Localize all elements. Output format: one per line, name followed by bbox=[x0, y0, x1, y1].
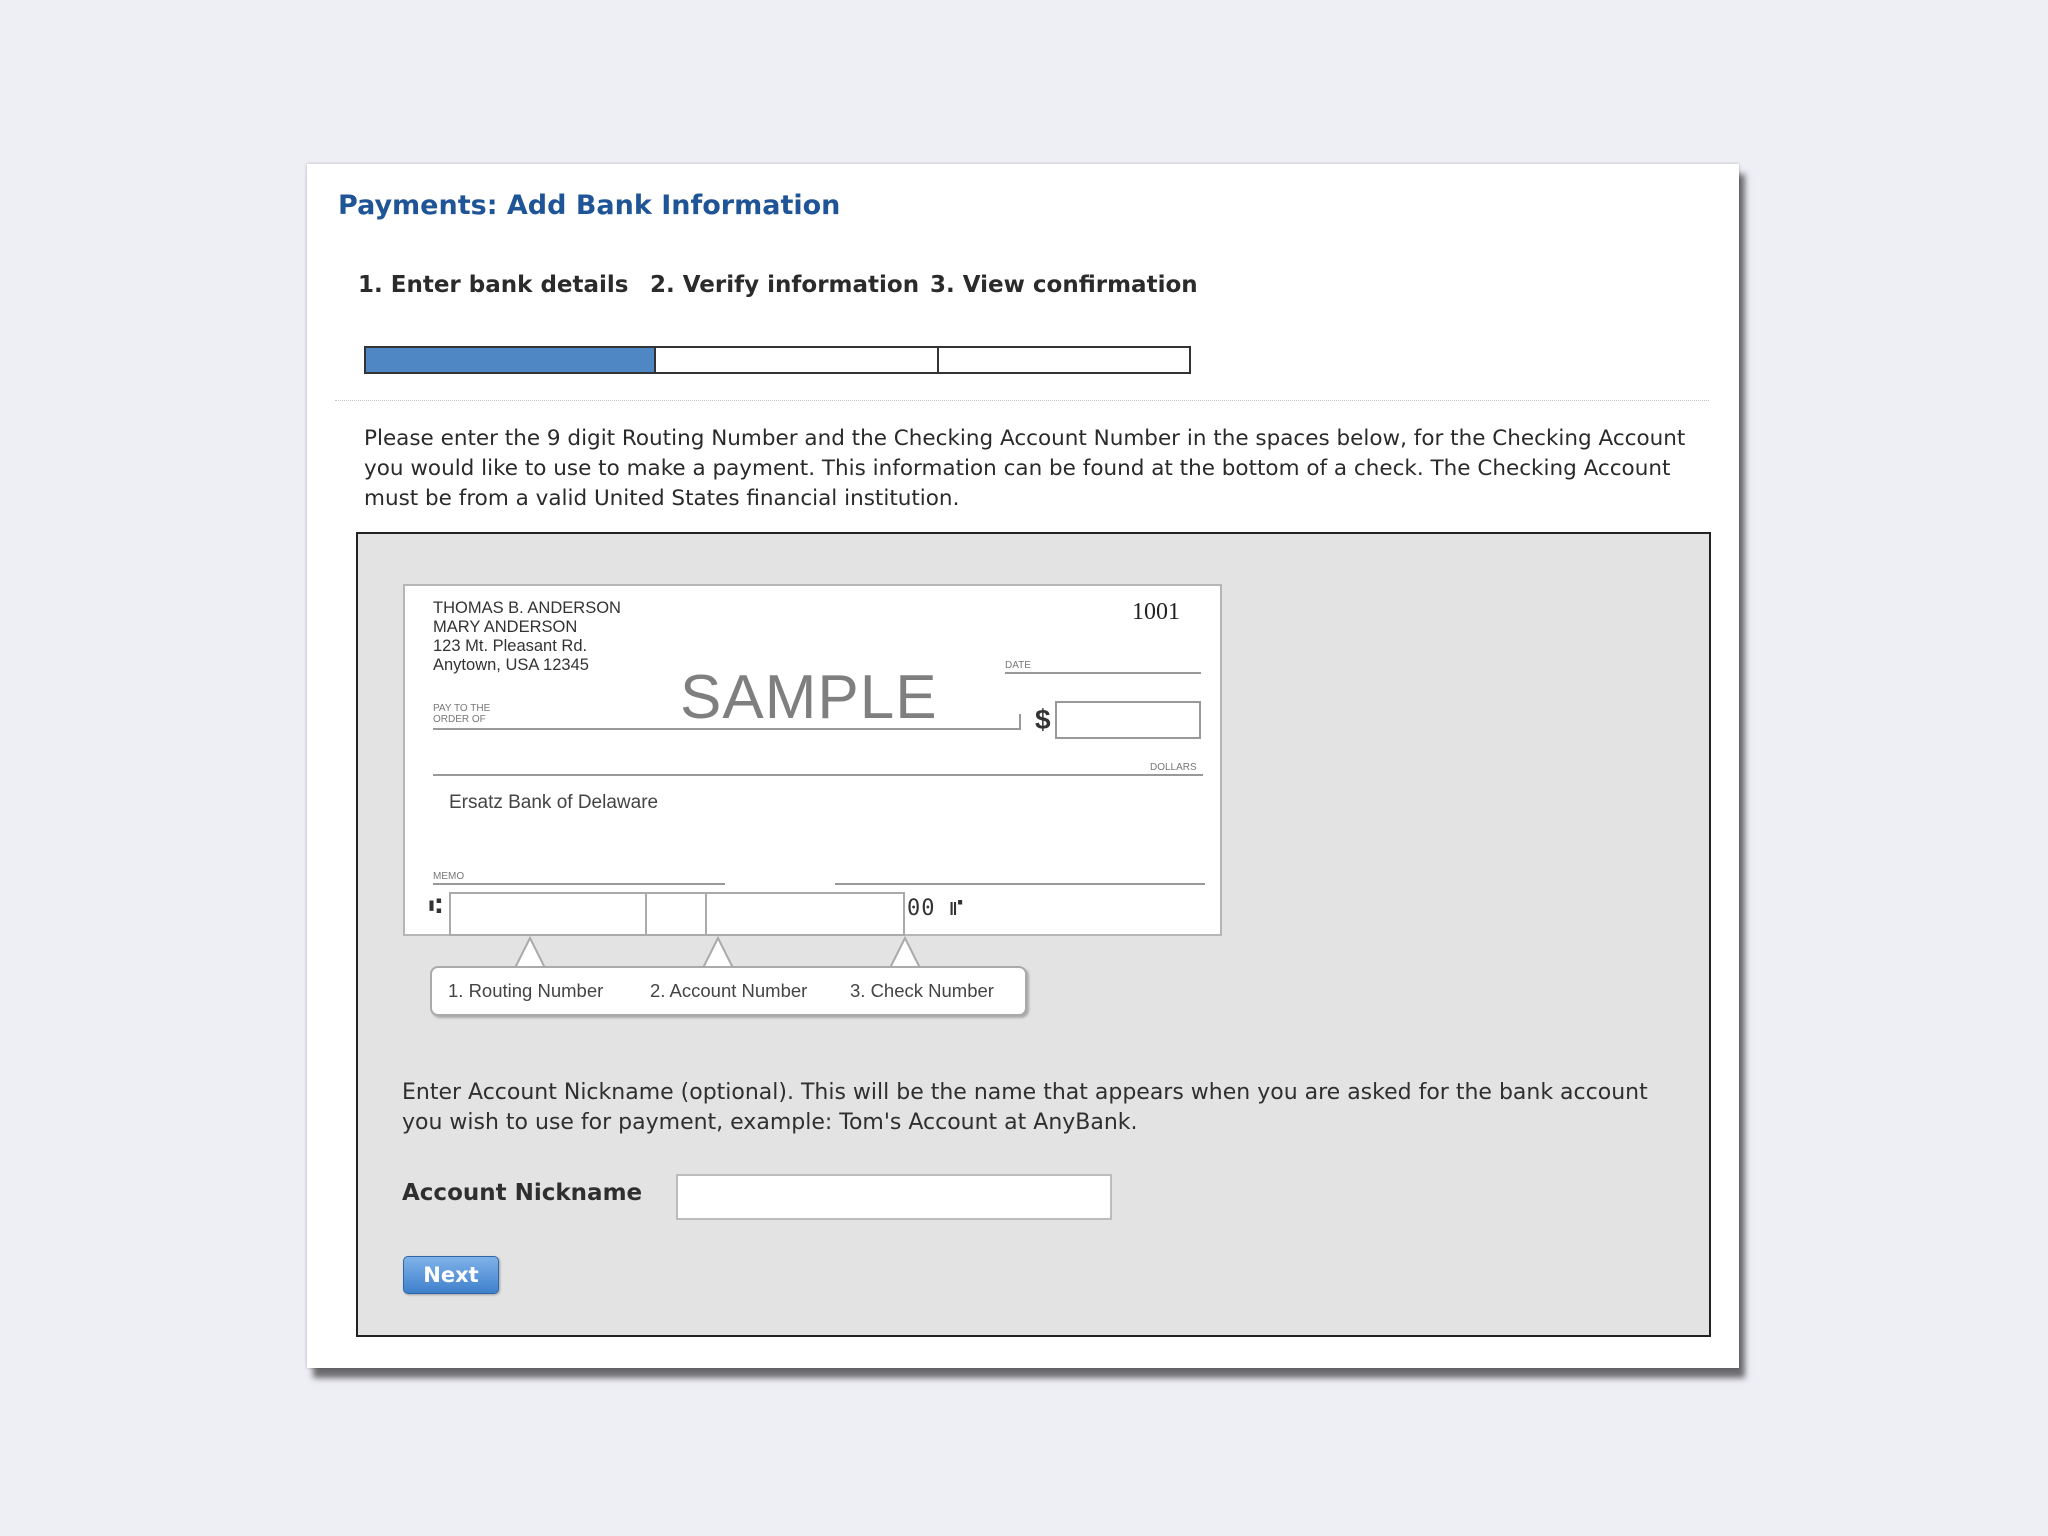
check-memo-line bbox=[433, 883, 725, 885]
check-number: 1001 bbox=[1132, 599, 1180, 625]
check-amount-box bbox=[1055, 701, 1201, 739]
nickname-description: Enter Account Nickname (optional). This will be the name that appears when you are asked for the bank account you wish to use for payment, example: Tom's Account at AnyBank. bbox=[402, 1080, 1648, 1135]
check-number-pointer bbox=[888, 937, 922, 968]
check-signature-line bbox=[835, 883, 1205, 885]
step-enter-bank-details: 1. Enter bank details bbox=[358, 272, 629, 298]
routing-number-pointer bbox=[513, 937, 547, 968]
payment-form-card bbox=[307, 164, 1739, 1368]
micr-account-box bbox=[705, 892, 905, 936]
check-owner-line-4: Anytown, USA 12345 bbox=[433, 656, 589, 674]
check-dollars-label: DOLLARS bbox=[1150, 762, 1197, 773]
check-date-label: DATE bbox=[1005, 660, 1031, 671]
page-title: Payments: Add Bank Information bbox=[338, 190, 841, 221]
check-amount-words-line bbox=[433, 774, 1203, 776]
check-owner-block bbox=[433, 599, 621, 675]
step-verify-information: 2. Verify information bbox=[650, 272, 920, 298]
check-date-line bbox=[1005, 672, 1201, 674]
callout-routing-number: 1. Routing Number bbox=[448, 980, 604, 1001]
check-owner-line-1: THOMAS B. ANDERSON bbox=[433, 599, 621, 617]
account-number-pointer bbox=[701, 937, 735, 968]
check-dollar-sign: $ bbox=[1035, 704, 1051, 735]
check-bank-name: Ersatz Bank of Delaware bbox=[449, 792, 659, 813]
step-progress-bar bbox=[364, 346, 1191, 374]
check-number-callout bbox=[430, 966, 1027, 1016]
micr-routing-box bbox=[449, 892, 647, 936]
account-nickname-input[interactable] bbox=[676, 1174, 1112, 1220]
check-owner-line-2: MARY ANDERSON bbox=[433, 618, 578, 636]
instructions-text: Please enter the 9 digit Routing Number and the Checking Account Number in the spaces below, for the Checking Account you would like to use to make a payment. This information can be found at the bottom of a check. The Checking Account must be from a valid United States financial institution. bbox=[364, 426, 1686, 511]
check-payee-line bbox=[433, 728, 1021, 730]
next-button[interactable]: Next bbox=[403, 1256, 499, 1294]
step-view-confirmation: 3. View confirmation bbox=[930, 272, 1198, 298]
micr-transit-symbol: ⑆ bbox=[429, 894, 442, 918]
progress-segment-3 bbox=[937, 348, 1189, 372]
section-divider bbox=[335, 400, 1709, 401]
check-owner-line-3: 123 Mt. Pleasant Rd. bbox=[433, 637, 588, 655]
check-payee-line-end bbox=[1019, 714, 1021, 728]
callout-account-number: 2. Account Number bbox=[650, 980, 808, 1001]
callout-check-number: 3. Check Number bbox=[850, 980, 994, 1001]
check-memo-label: MEMO bbox=[433, 871, 465, 882]
check-pay-to-label: PAY TO THE ORDER OF bbox=[433, 703, 491, 725]
bank-details-panel bbox=[356, 532, 1711, 1337]
progress-segment-2 bbox=[654, 348, 937, 372]
check-sample-watermark: SAMPLE bbox=[680, 663, 938, 732]
micr-check-digits: 00 ⑈ bbox=[907, 896, 964, 921]
account-nickname-label: Account Nickname bbox=[402, 1180, 643, 1206]
sample-check-image bbox=[403, 584, 1222, 936]
progress-segment-1 bbox=[366, 348, 654, 372]
micr-gap bbox=[645, 892, 705, 936]
